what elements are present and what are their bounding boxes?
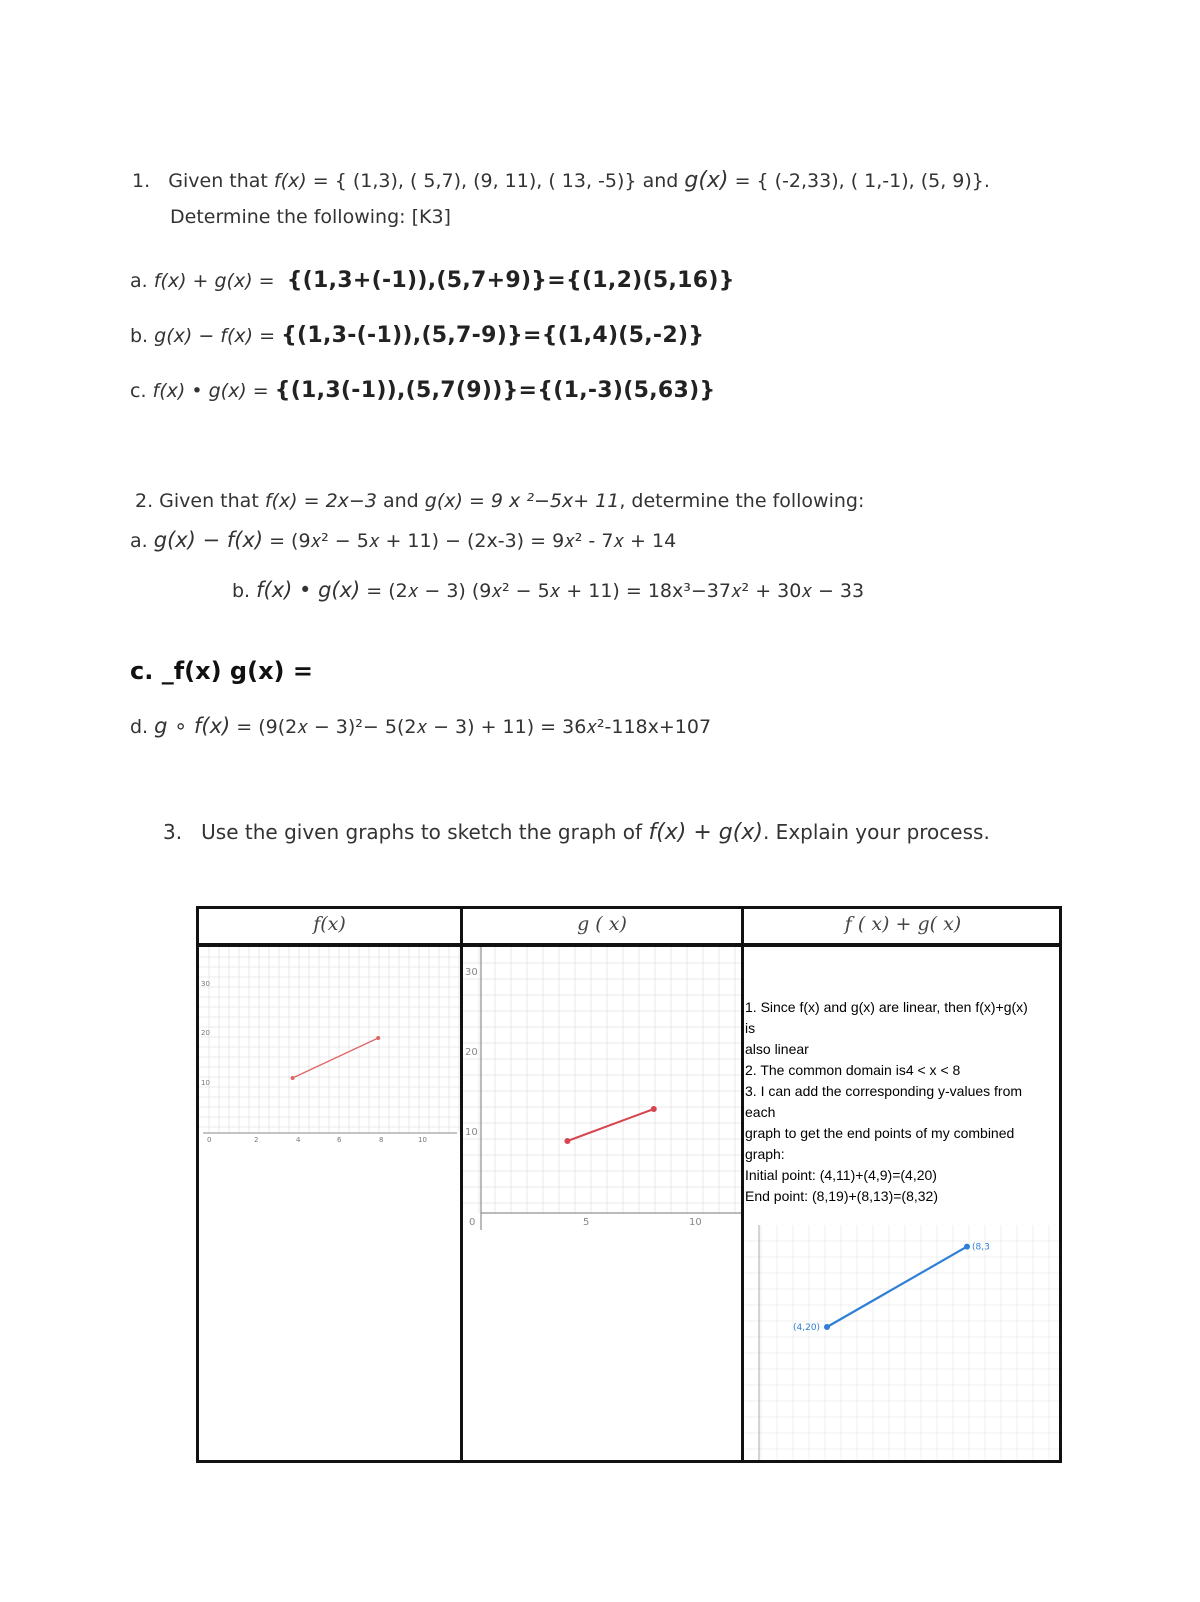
q1-b-expression: g(x) − f(x) = — [154, 325, 276, 347]
q1-fx-name: f(x) — [273, 170, 307, 192]
graph-gx-xtick-0: 0 — [469, 1217, 476, 1228]
graph-gx-ytick-20: 20 — [465, 1047, 478, 1058]
graph-fx-ytick-20: 20 — [201, 1029, 210, 1037]
graph-gx-ytick-10: 10 — [465, 1127, 478, 1138]
graph-fx-xtick-6: 6 — [337, 1136, 342, 1144]
q3-number: 3. — [163, 820, 183, 844]
q1-number: 1. — [132, 170, 151, 192]
graph-fx-ytick-10: 10 — [201, 1079, 210, 1087]
q1-a-answer: {(1,3+(-1)),(5,7+9)}={(1,2)(5,16)} — [286, 268, 735, 293]
graph-fx-xtick-4: 4 — [296, 1136, 301, 1144]
graph-sum — [745, 1225, 1059, 1460]
q3-expression: f(x) + g(x) — [648, 820, 763, 845]
q1-part-c — [130, 378, 715, 403]
graph-fx-xtick-0: 0 — [207, 1136, 212, 1144]
graph-gx-grid — [463, 947, 741, 1213]
header-fx-plus-gx: f ( x) + g( x) — [844, 913, 962, 935]
graph-gx-ytick-30: 30 — [465, 967, 478, 978]
q1-c-expression: f(x) • g(x) = — [152, 380, 269, 402]
explanation-line-1: 1. Since f(x) and g(x) are linear, then f(x)+g(x) — [745, 999, 1028, 1015]
q2-part-c: c. _f(x) g(x) = — [130, 657, 313, 685]
q1-c-label: c. — [130, 380, 147, 402]
q1-gx-name: g(x) — [684, 168, 729, 193]
header-gx: g ( x) — [577, 913, 627, 935]
q3-text-end: . Explain your process. — [762, 820, 990, 844]
q2-statement — [135, 490, 864, 512]
q2-a-expression: g(x) − f(x) — [153, 528, 264, 552]
graph-sum-start-point — [824, 1324, 830, 1330]
q3-statement — [163, 820, 990, 845]
graph-sum-start-label: (4,20) — [793, 1323, 821, 1333]
explanation-line-2: is — [745, 1020, 756, 1036]
q2-b-label: b. — [232, 580, 251, 602]
graph-sum-end-point — [964, 1244, 970, 1250]
q3-text: Use the given graphs to sketch the graph of — [201, 820, 643, 844]
graph-fx-end-point — [376, 1036, 380, 1040]
q1-and: and — [642, 170, 679, 192]
graph-sum-line — [827, 1247, 967, 1327]
q2-and: and — [382, 490, 419, 512]
q2-gx-definition: g(x) = 9 x ²−5x+ 11 — [424, 490, 620, 512]
explanation-line-9: Initial point: (4,11)+(4,9)=(4,20) — [745, 1167, 937, 1183]
q1-b-answer: {(1,3-(-1)),(5,7-9)}={(1,4)(5,-2)} — [281, 323, 705, 348]
q1-a-expression: f(x) + g(x) = — [153, 270, 275, 292]
graph-fx-line — [293, 1038, 379, 1078]
column-divider-2 — [741, 909, 744, 1460]
graph-fx-start-point — [291, 1076, 295, 1080]
q1-fx-set: = { (1,3), ( 5,7), (9, 11), ( 13, -5)} — [312, 170, 637, 192]
header-fx: f(x) — [313, 913, 346, 935]
graph-fx-xtick-8: 8 — [379, 1136, 384, 1144]
graph-gx-end-point — [651, 1106, 657, 1112]
q1-c-answer: {(1,3(-1)),(5,7(9))}={(1,-3)(5,63)} — [274, 378, 716, 403]
graph-gx-start-point — [564, 1138, 570, 1144]
graph-gx-xtick-10: 10 — [689, 1217, 702, 1228]
q2-b-expression: f(x) • g(x) — [256, 578, 361, 602]
explanation-line-8: graph: — [745, 1146, 785, 1162]
graph-sum-grid — [745, 1225, 1059, 1460]
graph-gx — [463, 947, 741, 1230]
q2-d-work: = (9(2𝑥 − 3)²− 5(2𝑥 − 3) + 11) = 36𝑥²-118x+107 — [236, 716, 712, 738]
graph-fx-ytick-30: 30 — [201, 980, 210, 988]
graph-fx-xtick-10: 10 — [418, 1136, 427, 1144]
q1-given-text: Given that — [168, 170, 268, 192]
q1-a-label: a. — [130, 270, 148, 292]
q2-b-work: = (2𝑥 − 3) (9𝑥² − 5𝑥 + 11) = 18x³−37𝑥² + 30𝑥 − 33 — [366, 580, 865, 602]
explanation-line-5: 3. I can add the corresponding y-values from — [745, 1083, 1023, 1099]
q2-part-d — [130, 714, 711, 738]
graph-fx — [199, 947, 460, 1144]
explanation-line-10: End point: (8,19)+(8,13)=(8,32) — [745, 1188, 939, 1204]
q2-intro-end: , determine the following: — [619, 490, 865, 512]
q1-part-a — [130, 268, 735, 293]
q2-fx-definition: f(x) = 2x−3 — [264, 490, 377, 512]
q2-intro: 2. Given that — [135, 490, 259, 512]
graph-fx-grid — [199, 947, 460, 1133]
explanation-line-7: graph to get the end points of my combined — [745, 1125, 1015, 1141]
q1-instruction: Determine the following: [K3] — [170, 206, 451, 228]
q2-a-work: = (9𝑥² − 5𝑥 + 11) − (2x-3) = 9𝑥² - 7𝑥 + 14 — [269, 530, 677, 552]
q2-d-expression: g ∘ f(x) — [154, 714, 231, 738]
explanation-line-3: also linear — [745, 1041, 809, 1057]
explanation-text — [745, 997, 1065, 1207]
q1-part-b — [130, 323, 704, 348]
q1-b-label: b. — [130, 325, 149, 347]
graph-gx-xtick-5: 5 — [583, 1217, 590, 1228]
q2-a-label: a. — [130, 530, 148, 552]
explanation-line-4: 2. The common domain is4 < x < 8 — [745, 1062, 961, 1078]
graph-gx-line — [567, 1109, 653, 1141]
graph-fx-xtick-2: 2 — [254, 1136, 259, 1144]
q2-d-label: d. — [130, 716, 149, 738]
q1-statement — [132, 168, 990, 193]
q1-gx-set: = { (-2,33), ( 1,-1), (5, 9)}. — [734, 170, 990, 192]
q2-part-a — [130, 528, 676, 552]
graphs-table — [196, 906, 1062, 1463]
explanation-line-6: each — [745, 1104, 776, 1120]
q2-part-b — [232, 578, 864, 602]
graph-sum-end-label: (8,3 — [972, 1242, 990, 1253]
